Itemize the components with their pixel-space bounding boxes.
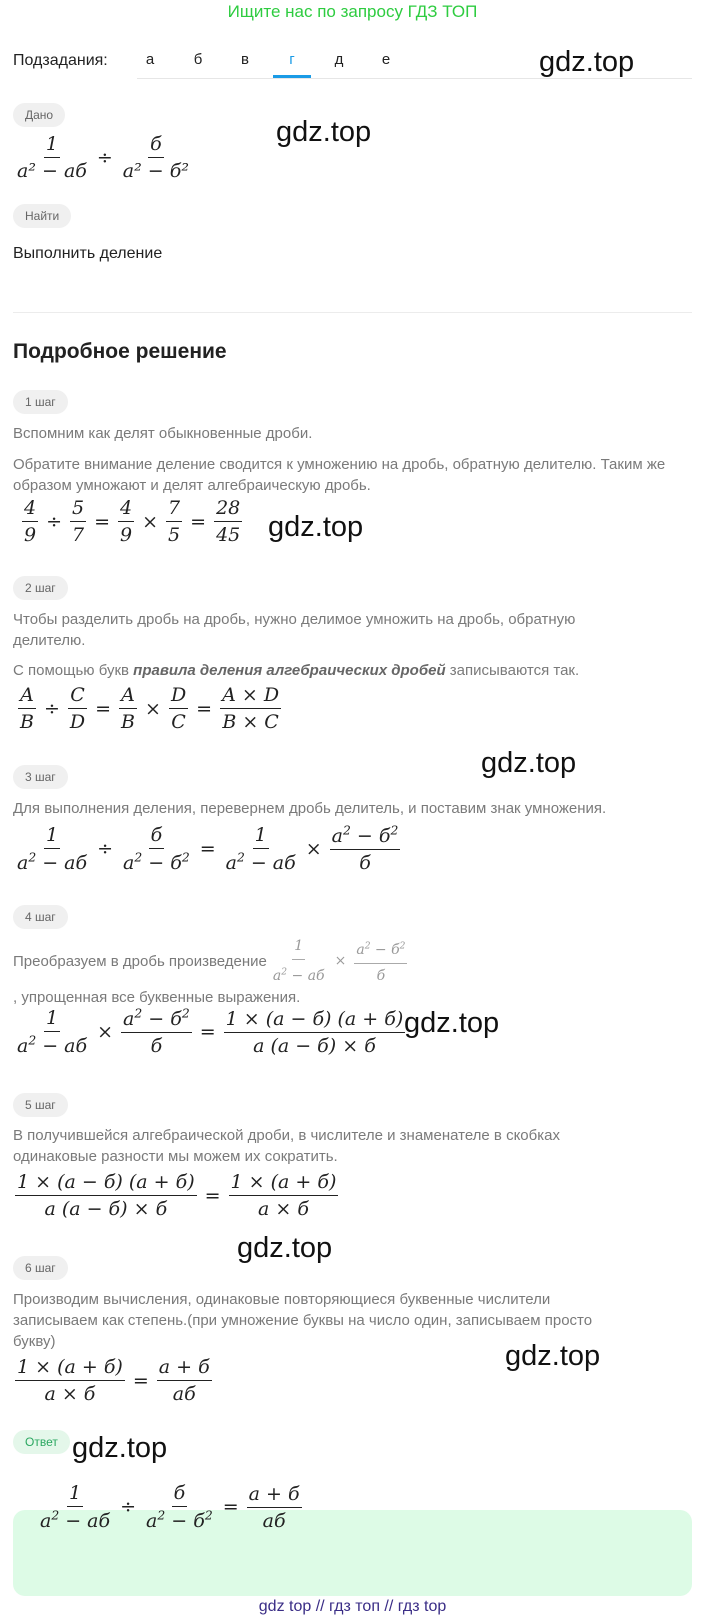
math-operator: = — [132, 1369, 149, 1392]
fraction: $\frac{a^2 - б^2}{б}$ — [331, 824, 399, 875]
watermark: gdz.top — [237, 1232, 333, 1264]
watermark: gdz.top — [72, 1432, 168, 1464]
given-pill: Дано — [13, 103, 65, 127]
fraction: $\frac{1}{a^2 - aб}$ — [17, 824, 88, 875]
step-2-pill: 2 шаг — [13, 576, 68, 600]
step-6-expression — [13, 1356, 214, 1405]
math-operator: × — [97, 1021, 114, 1044]
step-6-pill: 6 шаг — [13, 1256, 68, 1280]
math-operator: = — [196, 697, 213, 720]
math-operator: = — [199, 838, 216, 861]
fraction: $\frac{D}{C}$ — [170, 684, 187, 733]
given-expression: $\frac{1}{\text{a² − aб}}$ ÷ $\frac{б}{\text{a² − б²}}$ — [17, 133, 189, 182]
fraction: $\frac{1 \times (a - б) (a + б)}{a (a - б) \times б}$ — [225, 1007, 404, 1057]
math-operator: × — [142, 510, 159, 533]
fraction: $\frac{1 \times (a - б) (a + б)}{a (a - б) \times б}$ — [17, 1171, 195, 1220]
step-4-text: Преобразуем в дробь произведение $\frac{1}{a^2 - aб}$ × $\frac{a^2 - б^2}{б}$ , упрощенная все буквенные выражения. — [13, 936, 683, 1008]
answer-expression — [36, 1482, 304, 1532]
math-operator: ÷ — [120, 1496, 137, 1519]
step-4-expression — [13, 1007, 407, 1057]
step-3-pill: 3 шаг — [13, 765, 68, 789]
fraction: $\frac{A}{B}$ — [20, 684, 34, 733]
step-1-pill: 1 шаг — [13, 390, 68, 414]
tab-b[interactable]: б — [193, 51, 203, 68]
step-2-expression — [16, 684, 283, 733]
tab-v[interactable]: в — [241, 51, 249, 68]
math-operator: = — [94, 510, 111, 533]
watermark: gdz.top — [481, 747, 577, 779]
math-operator: = — [95, 697, 112, 720]
fraction: $\frac{a + б}{aб}$ — [158, 1356, 210, 1405]
fraction: $\frac{1 \times (a + б)}{a \times б}$ — [230, 1171, 337, 1220]
section-divider — [13, 312, 692, 313]
subtasks-label: Подзадания: — [13, 52, 108, 69]
math-operator: ÷ — [97, 838, 114, 861]
fraction: $\frac{7}{5}$ — [168, 497, 181, 546]
fraction: $\frac{A \times D}{B \times C}$ — [222, 684, 280, 733]
fraction: $\frac{1 \times (a + б)}{a \times б}$ — [17, 1356, 123, 1405]
step-2-text: С помощью букв правила деления алгебраических дробей записываются так. — [13, 662, 580, 679]
step-1-expression — [20, 497, 244, 546]
math-operator: × — [145, 697, 161, 720]
fraction: $\frac{a^2 - б^2}{б}$ — [123, 1007, 190, 1058]
step-3-text: Для выполнения деления, перевернем дробь делитель, и поставим знак умножения. — [13, 800, 607, 817]
step-2-text: Чтобы разделить дробь на дробь, нужно делимое умножить на дробь, обратную делителю. — [13, 611, 576, 649]
step-1-text: Вспомним как делят обыкновенные дроби. — [13, 425, 313, 442]
step-5-text: В получившейся алгебраической дроби, в числителе и знаменателе в скобках одинаковые разности мы можем их сократить. — [13, 1127, 560, 1165]
fraction: $\frac{A}{B}$ — [121, 684, 136, 733]
math-operator: = — [204, 1184, 221, 1207]
fraction: $\frac{5}{7}$ — [72, 497, 85, 546]
fraction: $\frac{28}{45}$ — [216, 497, 241, 546]
answer-pill: Ответ — [13, 1430, 70, 1454]
fraction: $\frac{1}{a^2 - aб}$ — [40, 1482, 111, 1533]
step-4-pill: 4 шаг — [13, 905, 68, 929]
fraction: $\frac{C}{D}$ — [69, 684, 86, 733]
fraction: $\frac{4}{9}$ — [24, 497, 37, 546]
fraction: $\frac{a^2 - б^2}{б}$ — [354, 936, 407, 987]
footer-links[interactable]: gdz top // гдз топ // гдз top — [258, 1598, 447, 1615]
tab-g[interactable]: г — [273, 51, 311, 78]
watermark: gdz.top — [276, 116, 372, 148]
fraction: $\frac{1}{a^2 - aб}$ — [225, 824, 296, 875]
step-6-text: Производим вычисления, одинаковые повторяющиеся буквенные числители записываем как степень.(при умножение буквы на число один, записываем просто букву) — [13, 1291, 593, 1350]
step-4-inline-expression — [269, 936, 410, 987]
fraction: $\frac{1}{a^2 - aб}$ — [272, 938, 325, 984]
tab-d[interactable]: д — [334, 51, 344, 68]
fraction: $\frac{б}{a^2 - б^2}$ — [146, 1482, 213, 1533]
step-5-pill: 5 шаг — [13, 1093, 68, 1117]
math-operator: × — [305, 838, 322, 861]
watermark: gdz.top — [404, 1007, 500, 1039]
math-operator: ÷ — [46, 510, 63, 533]
fraction: $\frac{1}{a^2 - aб}$ — [17, 1007, 88, 1058]
step-5-expression — [13, 1171, 340, 1220]
fraction: $\frac{б}{a^2 - б^2}$ — [123, 824, 190, 875]
find-pill: Найти — [13, 204, 71, 228]
math-operator: = — [199, 1021, 216, 1044]
fraction: $\frac{a + б}{aб}$ — [248, 1482, 300, 1532]
math-operator: = — [222, 1496, 239, 1519]
search-hint-banner: Ищите нас по запросу ГДЗ ТОП — [227, 2, 478, 21]
math-operator: = — [190, 510, 207, 533]
watermark: gdz.top — [505, 1340, 601, 1372]
tab-e[interactable]: е — [381, 51, 391, 68]
step-3-expression — [13, 824, 402, 874]
step-1-text: Обратите внимание деление сводится к умножению на дробь, обратную делителю. Таким же образом умножают и делят алгебраическую дробь. — [13, 456, 666, 494]
find-text: Выполнить деление — [13, 245, 163, 262]
fraction: $\frac{4}{9}$ — [120, 497, 133, 546]
tab-a[interactable]: а — [145, 51, 155, 68]
math-operator: ÷ — [43, 697, 60, 720]
math-operator: × — [334, 952, 347, 969]
watermark: gdz.top — [539, 46, 635, 78]
solution-heading: Подробное решение — [13, 340, 227, 363]
watermark: gdz.top — [268, 511, 364, 543]
